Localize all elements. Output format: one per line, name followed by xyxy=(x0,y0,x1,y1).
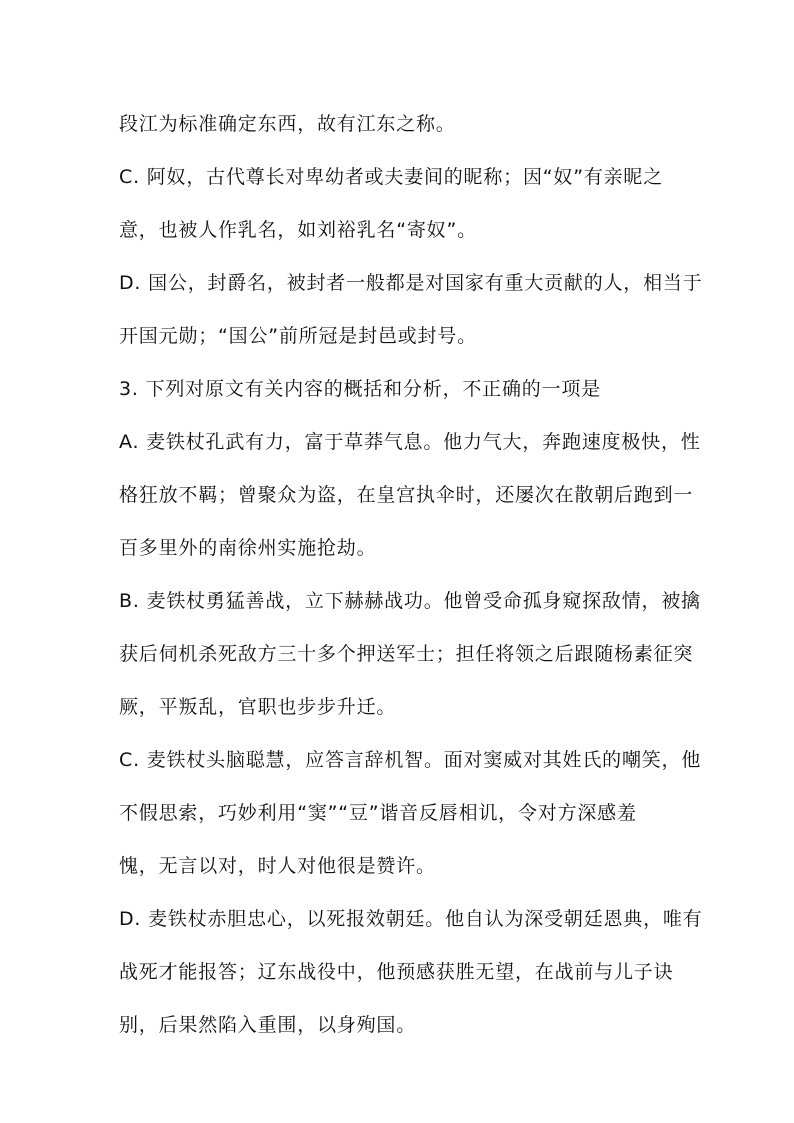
answer-d-line-3: 别，后果然陷入重围，以身殉国。 xyxy=(119,1014,417,1036)
option-d-line-1: D. 国公，封爵名，被封者一般都是对国家有重大贡献的人，相当于 xyxy=(119,272,703,294)
answer-d-line-2: 战死才能报答；辽东战役中，他预感获胜无望，在战前与儿子诀 xyxy=(119,961,674,983)
answer-a-line-1: A. 麦铁杖孔武有力，富于草莽气息。他力气大，奔跑速度极快，性 xyxy=(119,431,701,453)
answer-b-line-2: 获后伺机杀死敌方三十多个押送军士；担任将领之后跟随杨素征突 xyxy=(119,643,694,665)
answer-c-line-2: 不假思索，巧妙利用“窦”“豆”谐音反唇相讥，令对方深感羞 xyxy=(119,802,637,824)
answer-a-line-3: 百多里外的南徐州实施抢劫。 xyxy=(119,537,377,559)
answer-b-line-3: 厥，平叛乱，官职也步步升迁。 xyxy=(119,696,397,718)
answer-b-line-1: B. 麦铁杖勇猛善战，立下赫赫战功。他曾受命孤身窥探敌情，被擒 xyxy=(119,590,701,612)
text-line-continuation: 段江为标准确定东西，故有江东之称。 xyxy=(119,113,456,135)
answer-d-line-1: D. 麦铁杖赤胆忠心，以死报效朝廷。他自认为深受朝廷恩典，唯有 xyxy=(119,908,703,930)
option-d-line-2: 开国元勋；“国公”前所冠是封邑或封号。 xyxy=(119,325,477,347)
question-3-stem: 3. 下列对原文有关内容的概括和分析，不正确的一项是 xyxy=(119,378,601,400)
answer-a-line-2: 格狂放不羁；曾聚众为盗，在皇宫执伞时，还屡次在散朝后跑到一 xyxy=(119,484,694,506)
answer-c-line-3: 愧，无言以对，时人对他很是赞许。 xyxy=(119,855,436,877)
answer-c-line-1: C. 麦铁杖头脑聪慧，应答言辞机智。面对窦威对其姓氏的嘲笑，他 xyxy=(119,749,702,771)
option-c-line-2: 意，也被人作乳名，如刘裕乳名“寄奴”。 xyxy=(119,219,477,241)
option-c-line-1: C. 阿奴，古代尊长对卑幼者或夫妻间的昵称；因“奴”有亲昵之 xyxy=(119,166,664,188)
